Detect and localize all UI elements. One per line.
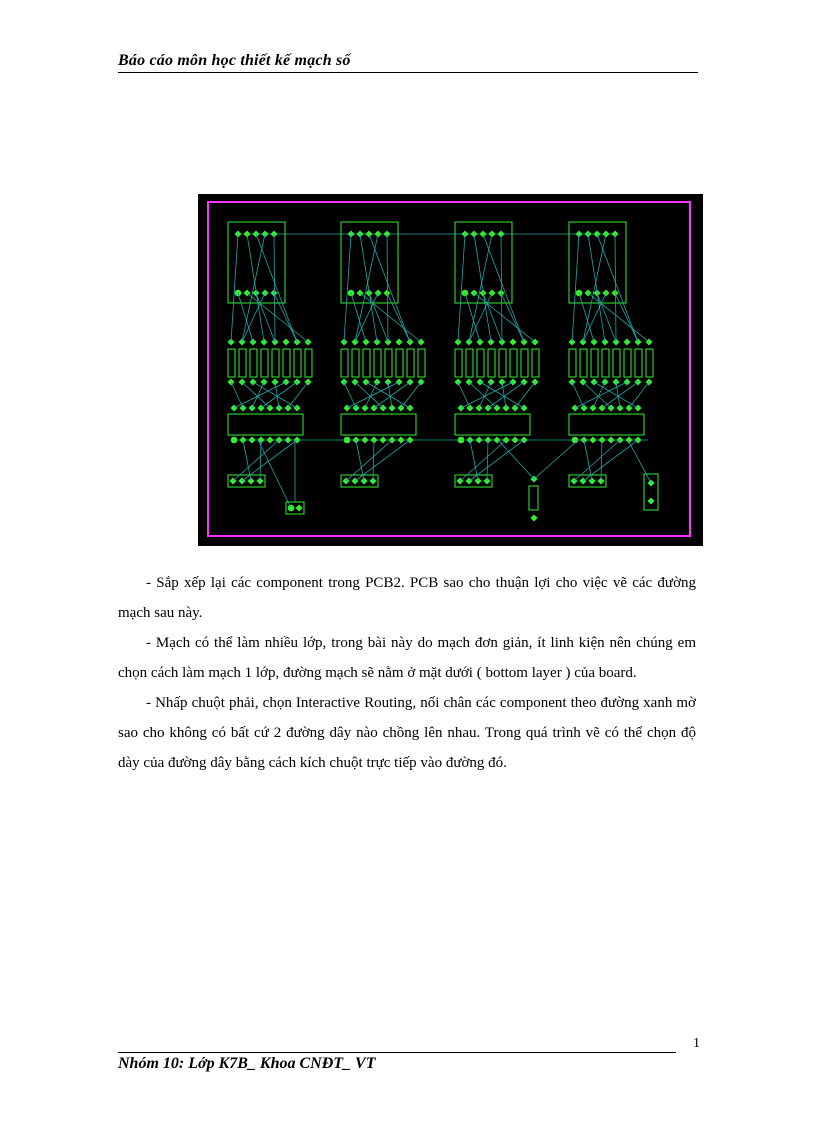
body-text (118, 568, 696, 778)
pad-round (458, 437, 465, 444)
pcb-layout-figure (198, 194, 703, 546)
header-rule (118, 72, 698, 73)
page-number: 1 (693, 1036, 700, 1051)
paragraph-3: - Nhấp chuột phải, chọn Interactive Routing, nối chân các component theo đường xanh mờ sao cho không có bất cứ 2 đường dây nào chồng lên nhau. Trong quá trình vẽ có thể chọn độ dày của đường dây bằng cách kích chuột trực tiếp vào đường đó. (118, 695, 696, 771)
header-title: Báo cáo môn học thiết kế mạch số (118, 52, 351, 69)
paragraph-2: - Mạch có thể làm nhiều lớp, trong bài này do mạch đơn giản, ít linh kiện nên chúng em chọn cách làm mạch 1 lớp, đường mạch sẽ nằm ở mặt dưới ( bottom layer ) của board. (118, 635, 696, 681)
pcb-layout-image (198, 194, 703, 546)
pad-round (231, 437, 238, 444)
footer-rule (118, 1052, 676, 1053)
footer-title: Nhóm 10: Lớp K7B_ Khoa CNĐT_ VT (118, 1055, 376, 1072)
paragraph-1: - Sắp xếp lại các component trong PCB2. PCB sao cho thuận lợi cho việc vẽ các đường mạch sau này. (118, 575, 696, 621)
pad-round (344, 437, 351, 444)
